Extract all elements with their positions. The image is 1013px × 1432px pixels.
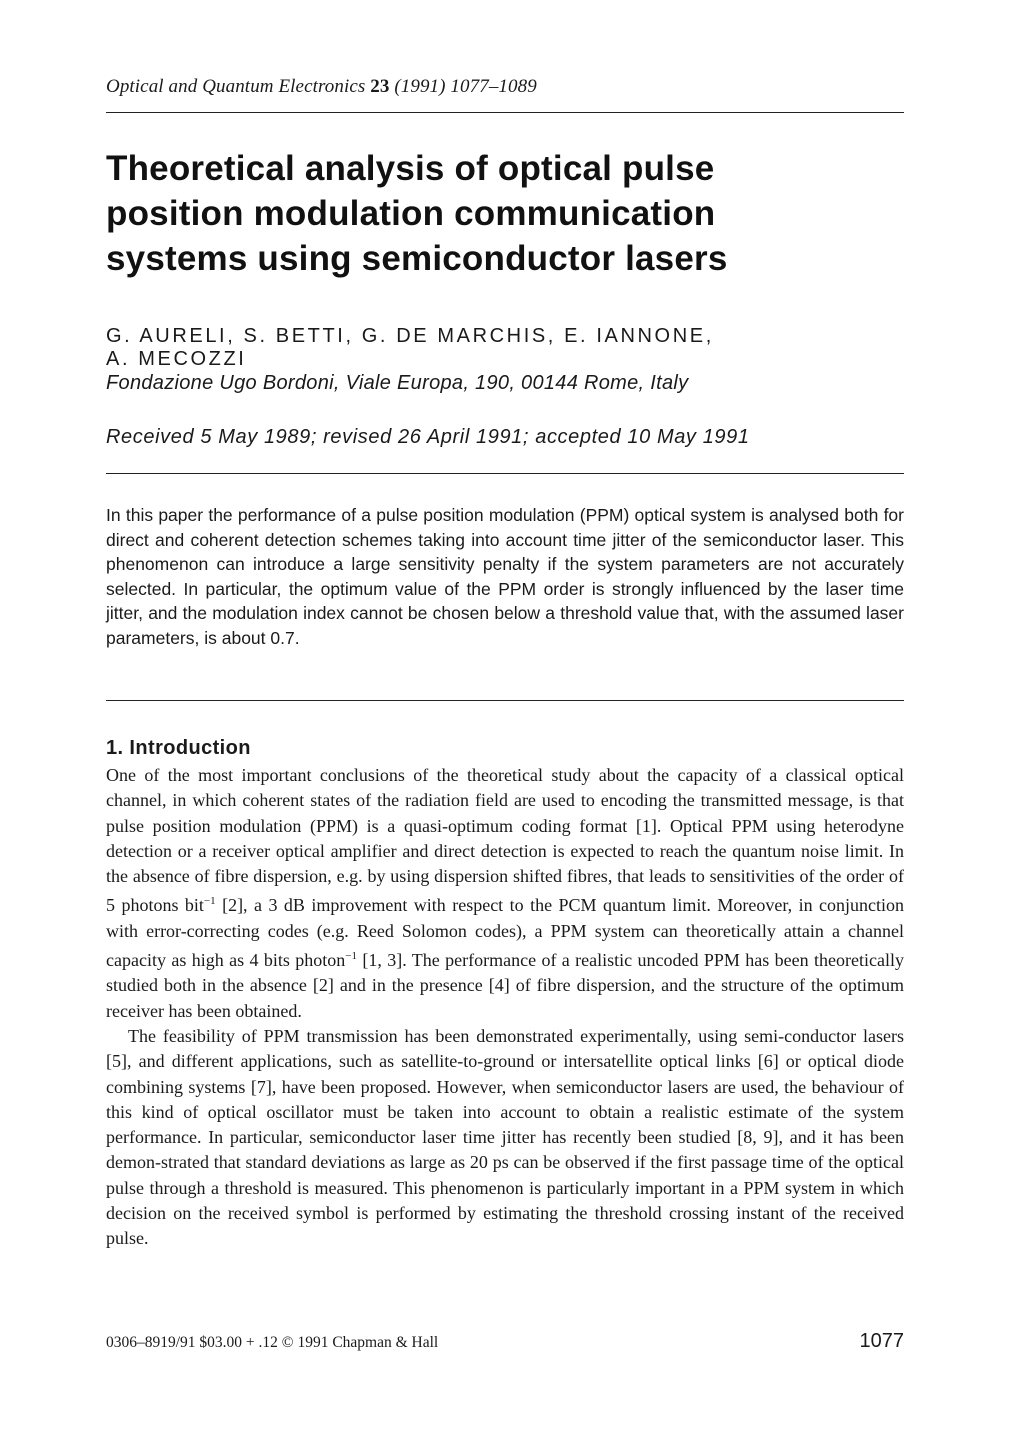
abstract-top-rule xyxy=(106,473,904,474)
section-body xyxy=(106,763,904,1252)
abstract: In this paper the performance of a pulse position modulation (PPM) optical system is analysed both for direct and coherent detection schemes taking into account time jitter of the semiconductor laser. This phenomenon can introduce a large sensitivity penalty if the system parameters are not accurately selected. In particular, the optimum value of the PPM order is strongly influenced by the laser time jitter, and the modulation index cannot be chosen below a threshold value that, with the assumed laser parameters, is about 0.7. xyxy=(106,505,904,648)
paragraph xyxy=(106,763,904,1024)
affiliation: Fondazione Ugo Bordoni, Viale Europa, 190, 00144 Rome, Italy xyxy=(106,372,689,394)
paragraph-text: [1, 3]. The performance of a realistic uncoded PPM has been theoretically studied both in the absence [2] and in the presence [4] of fibre dispersion, and the structure of the optimum receiver has been obtained. xyxy=(106,950,904,1021)
abstract-bottom-rule xyxy=(106,700,904,701)
received-dates: Received 5 May 1989; revised 26 April 1991; accepted 10 May 1991 xyxy=(106,426,750,448)
author-list xyxy=(106,325,714,371)
journal-year-pages: (1991) 1077–1089 xyxy=(394,76,537,97)
page-number: 1077 xyxy=(859,1330,904,1352)
superscript: −1 xyxy=(345,950,357,963)
section-heading: 1. Introduction xyxy=(106,737,251,759)
copyright-line: 0306–8919/91 $03.00 + .12 © 1991 Chapman & Hall xyxy=(106,1334,439,1351)
authors-line: G. AURELI, S. BETTI, G. DE MARCHIS, E. IANNONE, xyxy=(106,325,714,347)
paragraph: The feasibility of PPM transmission has been demonstrated experimentally, using semi-conductor lasers [5], and different applications, such as satellite-to-ground or intersatellite optical links [6] or optical diode combining systems [7], have been proposed. However, when semiconductor lasers are used, the behaviour of this kind of optical oscillator must be taken into account to obtain a realistic estimate of the system performance. In particular, semiconductor laser time jitter has recently been studied [8, 9], and it has been demon-strated that standard deviations as large as 20 ps can be observed if the first passage time of the optical pulse through a threshold is measured. This phenomenon is particularly important in a PPM system in which decision on the received symbol is performed by estimating the threshold crossing instant of the received pulse. xyxy=(106,1025,904,1249)
superscript: −1 xyxy=(203,895,216,908)
authors-line: A. MECOZZI xyxy=(106,348,247,370)
journal-volume: 23 xyxy=(370,76,390,97)
running-head xyxy=(106,76,537,98)
title-line: systems using semiconductor lasers xyxy=(106,239,728,278)
header-rule xyxy=(106,112,904,113)
journal-name: Optical and Quantum Electronics xyxy=(106,76,366,97)
paper-page xyxy=(106,0,904,1432)
title-line: Theoretical analysis of optical pulse xyxy=(106,149,715,188)
paper-title xyxy=(106,146,866,281)
paragraph-text: [2], a 3 dB improvement with respect to the PCM quantum limit. Moreover, in conjunction with error-correcting codes (e.g. Reed Solomon codes), a PPM system can theoretically attain a channel capacity as high as 4 bits photon xyxy=(106,895,904,971)
paragraph-text: One of the most important conclusions of the theoretical study about the capacity of a classical optical channel, in which coherent states of the radiation field are used to encoding the transmitted message, is that pulse position modulation (PPM) is a quasi-optimum coding format [1]. Optical PPM using heterodyne detection or a receiver optical amplifier and direct detection is expected to reach the quantum noise limit. In the absence of fibre dispersion, e.g. by using dispersion shifted fibres, that leads to sensitivities of the order of 5 photons bit xyxy=(106,765,904,916)
title-line: position modulation communication xyxy=(106,194,716,233)
